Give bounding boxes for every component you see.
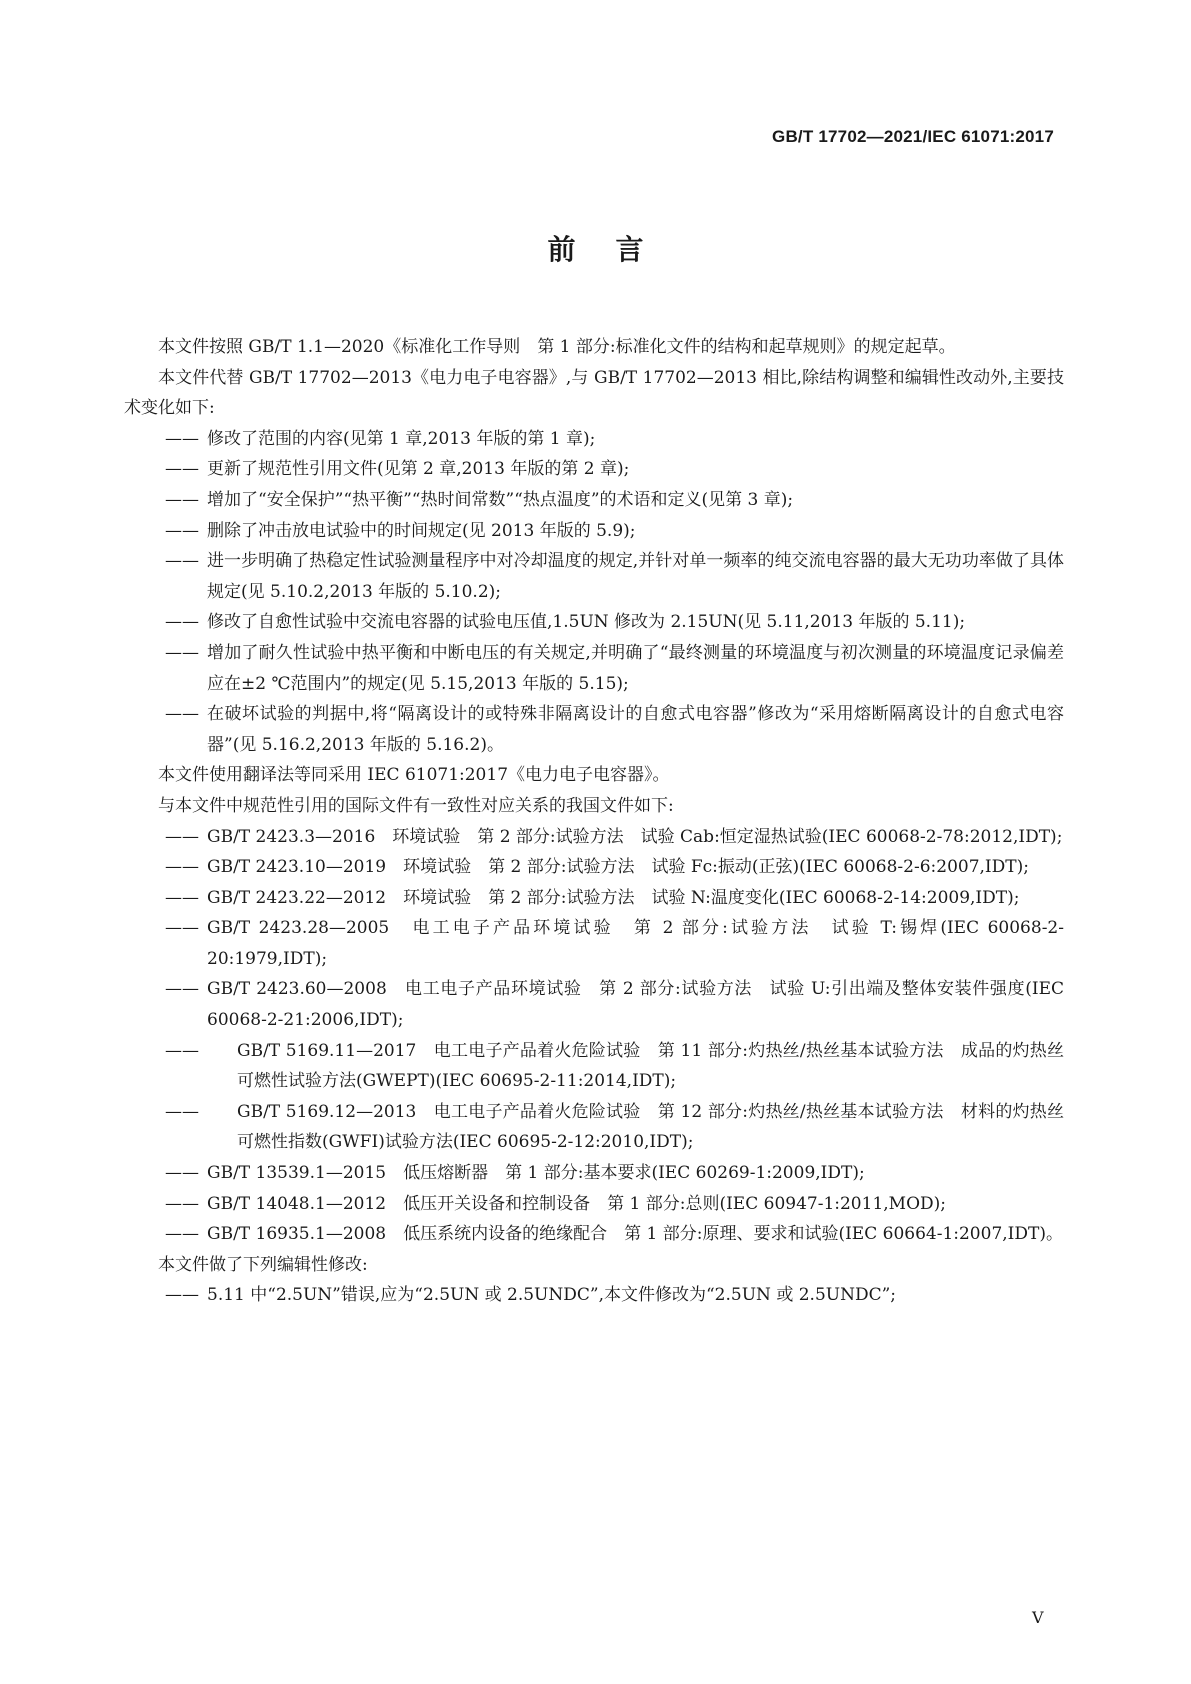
change-item: —— 增加了耐久性试验中热平衡和中断电压的有关规定,并明确了“最终测量的环境温度与初次测量的环境温度记录偏差应在±2 ℃范围内”的规定(见 5.15,2013 年版的 5.15);	[165, 642, 1064, 694]
reference-item: —— GB/T 16935.1—2008 低压系统内设备的绝缘配合 第 1 部分:原理、要求和试验(IEC 60664-1:2007,IDT)。	[165, 1224, 1063, 1245]
change-item: —— 在破坏试验的判据中,将“隔离设计的或特殊非隔离设计的自愈式电容器”修改为“采用熔断隔离设计的自愈式电容器”(见 5.16.2,2013 年版的 5.16.2)。	[165, 704, 1064, 755]
reference-item: —— GB/T 2423.22—2012 环境试验 第 2 部分:试验方法 试验 N:温度变化(IEC 60068-2-14:2009,IDT);	[165, 887, 1020, 908]
change-item: —— 增加了“安全保护”“热平衡”“热时间常数”“热点温度”的术语和定义(见第 3 章);	[165, 489, 794, 510]
translation-note: 本文件使用翻译法等同采用 IEC 61071:2017《电力电子电容器》。	[158, 765, 670, 786]
change-item: —— 进一步明确了热稳定性试验测量程序中对冷却温度的规定,并针对单一频率的纯交流电容器的最大无功功率做了具体规定(见 5.10.2,2013 年版的 5.10.2);	[165, 551, 1064, 602]
change-item: —— 修改了自愈性试验中交流电容器的试验电压值,1.5UN 修改为 2.15UN(见 5.11,2013 年版的 5.11);	[165, 612, 966, 633]
page-number: V	[1032, 1608, 1044, 1627]
paragraph-replacement: 本文件代替 GB/T 17702—2013《电力电子电容器》,与 GB/T 17702—2013 相比,除结构调整和编辑性改动外,主要技术变化如下:	[124, 367, 1064, 419]
reference-item: —— GB/T 2423.10—2019 环境试验 第 2 部分:试验方法 试验 Fc:振动(正弦)(IEC 60068-2-6:2007,IDT);	[165, 857, 1029, 878]
reference-item: —— GB/T 2423.3—2016 环境试验 第 2 部分:试验方法 试验 Cab:恒定湿热试验(IEC 60068-2-78:2012,IDT);	[165, 826, 1063, 847]
change-item: —— 修改了范围的内容(见第 1 章,2013 年版的第 1 章);	[165, 428, 596, 449]
reference-item: —— GB/T 14048.1—2012 低压开关设备和控制设备 第 1 部分:总则(IEC 60947-1:2011,MOD);	[165, 1193, 946, 1214]
paragraph-drafting-rules: 本文件按照 GB/T 1.1—2020《标准化工作导则 第 1 部分:标准化文件的结构和起草规则》的规定起草。	[158, 337, 956, 357]
reference-item: —— GB/T 5169.12—2013 电工电子产品着火危险试验 第 12 部分:灼热丝/热丝基本试验方法 材料的灼热丝可燃性指数(GWFI)试验方法(IEC 60695-2-12:2010,IDT);	[165, 1101, 1064, 1153]
reference-item: —— GB/T 2423.60—2008 电工电子产品环境试验 第 2 部分:试验方法 试验 U:引出端及整体安装件强度(IEC 60068-2-21:2006,IDT);	[165, 979, 1064, 1031]
editorial-intro: 本文件做了下列编辑性修改:	[158, 1254, 368, 1275]
page-title: 前言	[547, 233, 684, 266]
standard-code: GB/T 17702—2021/IEC 61071:2017	[772, 127, 1054, 146]
editorial-item: —— 5.11 中“2.5UN”错误,应为“2.5UN 或 2.5UNDC”,本文件修改为“2.5UN 或 2.5UNDC”;	[165, 1285, 897, 1306]
correspondence-intro: 与本文件中规范性引用的国际文件有一致性对应关系的我国文件如下:	[158, 795, 674, 816]
change-item: —— 删除了冲击放电试验中的时间规定(见 2013 年版的 5.9);	[165, 520, 636, 541]
reference-item: —— GB/T 2423.28—2005 电工电子产品环境试验 第 2 部分:试验方法 试验 T:锡焊(IEC 60068-2-20:1979,IDT);	[165, 918, 1064, 969]
change-item: —— 更新了规范性引用文件(见第 2 章,2013 年版的第 2 章);	[165, 459, 630, 480]
reference-item: —— GB/T 5169.11—2017 电工电子产品着火危险试验 第 11 部分:灼热丝/热丝基本试验方法 成品的灼热丝可燃性试验方法(GWEPT)(IEC 60695-2-11:2014,IDT);	[165, 1040, 1064, 1092]
preface-body	[124, 332, 1064, 1311]
reference-item: —— GB/T 13539.1—2015 低压熔断器 第 1 部分:基本要求(IEC 60269-1:2009,IDT);	[165, 1163, 865, 1184]
